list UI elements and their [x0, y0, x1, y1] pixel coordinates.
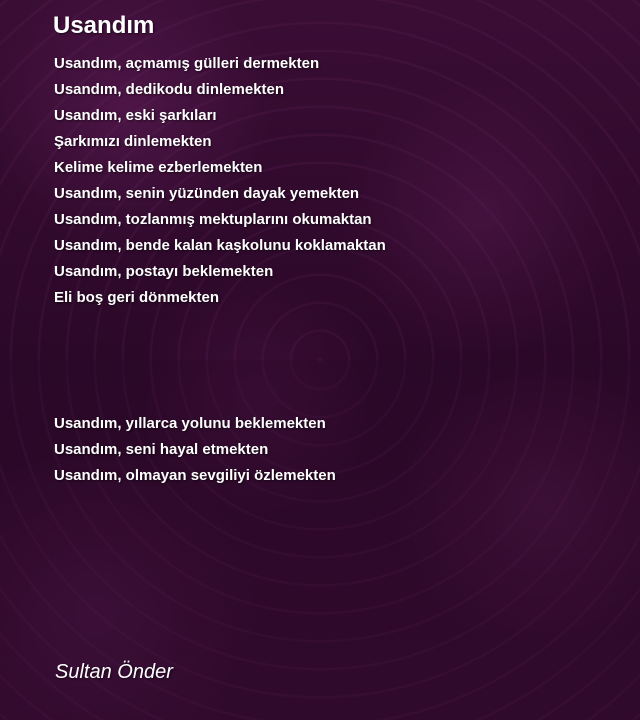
poem-line: Usandım, yıllarca yolunu beklemekten [54, 415, 326, 432]
poem-line: Usandım, seni hayal etmekten [54, 441, 269, 458]
poem-author: Sultan Önder [55, 661, 173, 683]
poem-line: Usandım, açmamış gülleri dermekten [54, 55, 320, 72]
poem-line: Usandım, olmayan sevgiliyi özlemekten [54, 467, 336, 484]
poem-line: Usandım, bende kalan kaşkolunu koklamaktan [54, 237, 386, 254]
poem-line: Şarkımızı dinlemekten [54, 133, 212, 150]
poem-line: Usandım, senin yüzünden dayak yemekten [54, 185, 360, 202]
poem-line: Kelime kelime ezberlemekten [54, 159, 263, 176]
poem-line: Usandım, dedikodu dinlemekten [54, 81, 285, 98]
poem-line: Usandım, eski şarkıları [54, 107, 217, 124]
poem-line: Usandım, tozlanmış mektuplarını okumaktan [54, 211, 372, 228]
poem-line: Eli boş geri dönmekten [54, 289, 220, 306]
poem-stanza-2 [54, 411, 336, 489]
poem-stanza-1 [54, 51, 386, 311]
poem-line: Usandım, postayı beklemekten [54, 263, 274, 280]
poem-title: Usandım [53, 12, 155, 39]
